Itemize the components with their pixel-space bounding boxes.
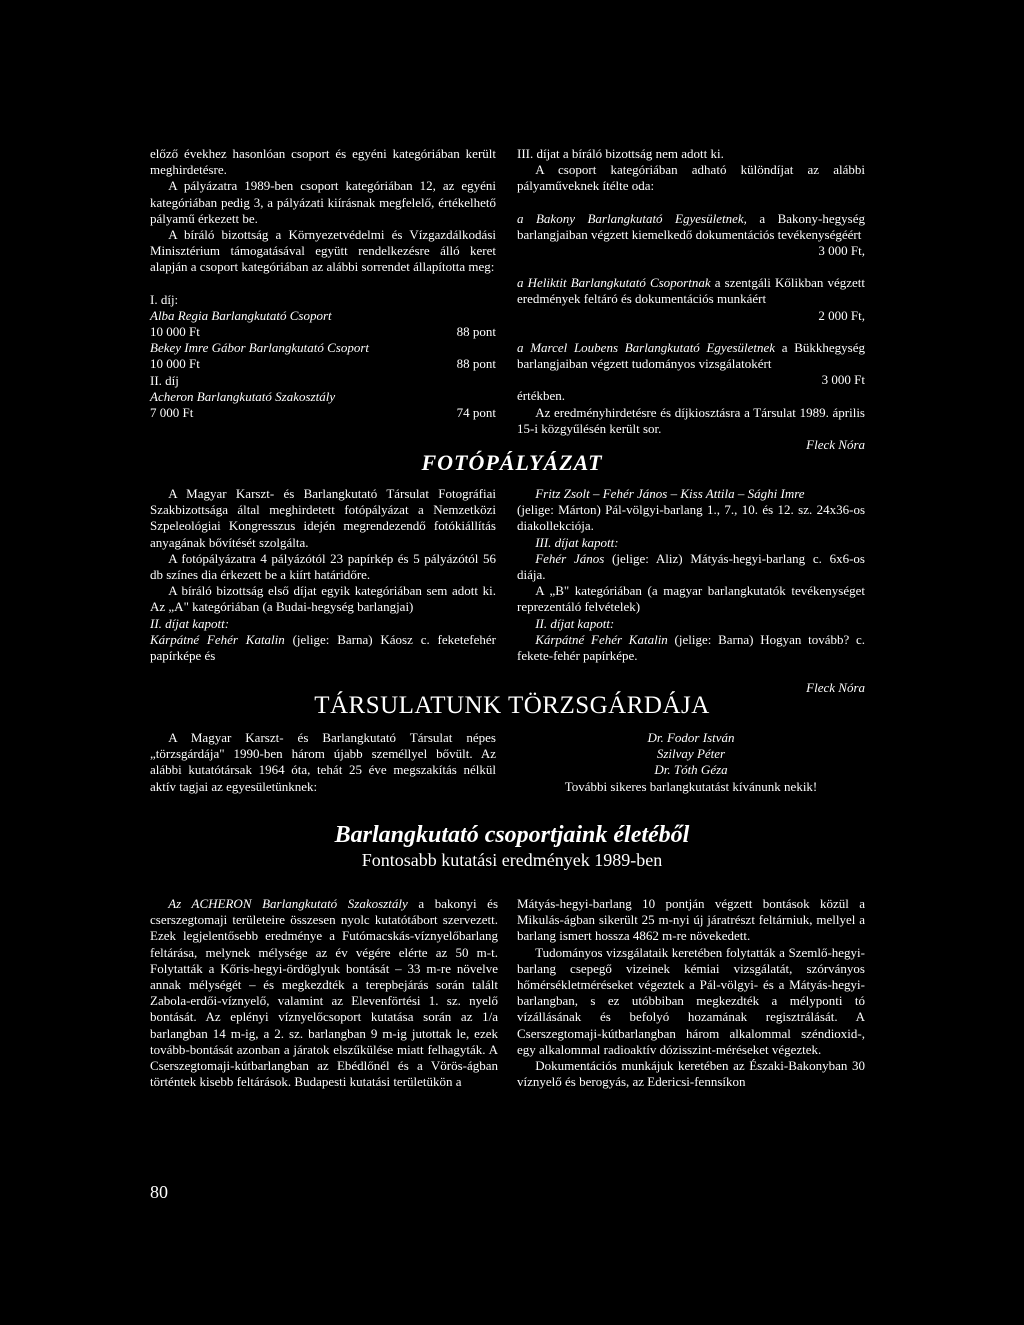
winner-entry (150, 632, 496, 664)
prize-label: III. díjat kapott: (535, 534, 619, 550)
special-prize-amount: 3 000 Ft, (818, 243, 865, 259)
paragraph: A csoport kategóriában adható különdíjat az alábbi pályaműveknek ítélte oda: (517, 162, 865, 194)
special-prize (517, 275, 865, 307)
winner-points: 74 pont (456, 405, 496, 421)
winner-name: Kárpátné Fehér Katalin (150, 631, 285, 647)
paragraph: A bíráló bizottság első díjat egyik kategóriában sem adott ki. Az „A" kategóriában (a Budai-hegység barlangjai) (150, 583, 496, 615)
winner-row (150, 324, 496, 340)
member-name: Dr. Tóth Géza (654, 762, 728, 778)
signature: Fleck Nóra (806, 437, 865, 453)
special-prize (517, 340, 865, 372)
torzsgarda-right-column (517, 730, 865, 795)
signature: Fleck Nóra (806, 680, 865, 696)
prize-label: I. díj: (150, 291, 179, 307)
paragraph: A Magyar Karszt- és Barlangkutató Társulat Fotográfiai Szakbizottsága által meghirdetett fotópályázat a Nemzetközi Szpeleológiai Kongresszus idején megrendezendő fotókiállítás anyagának bővítését szolgálta. (150, 486, 496, 550)
csoportok-left-column (150, 896, 498, 1090)
winner-amount: 10 000 Ft (150, 324, 200, 340)
top-left-column (150, 146, 496, 421)
winner-text: (jelige: Barna) Hogyan tovább? c. fekete-fehér papírképe. (517, 631, 865, 664)
special-prize-name: a Marcel Loubens Barlangkutató Egyesületnek (517, 339, 776, 355)
paragraph: A bíráló bizottság a Környezetvédelmi és Vízgazdálkodási Minisztérium támogatásával együtt rendelkezésre álló keret alapján a csoport kategóriában az alábbi sorrendet állapította meg: (150, 227, 496, 275)
paragraph: A fotópályázatra 4 pályázótól 23 papírkép és 5 pályázótól 56 db színes dia érkezett be a kiírt határidőre. (150, 550, 496, 583)
paragraph: Mátyás-hegyi-barlang 10 pontján végzett bontások közül a Mikulás-ágban sikerült 25 m-nyi új járatrészt feltárniuk, mellyel a barlang ismert hossza 4862 m-re növekedett. (517, 896, 865, 944)
paragraph (150, 896, 498, 1090)
paragraph: A Magyar Karszt- és Barlangkutató Társulat népes „törzsgárdája" 1990-ben három újabb személlyel bővült. Az alábbi kutatótársak 1964 óta, tehát 25 éve megszakítás nélkül aktív tagjai az egyesületünknek: (150, 730, 496, 794)
winner-name: Acheron Barlangkutató Szakosztály (150, 388, 336, 404)
special-prize-amount: 2 000 Ft, (818, 307, 865, 323)
paragraph: Tudományos vizsgálataik keretében folytatták a Szemlő-hegyi-barlang csepegő vizeinek kémiai vizsgálatát, szórványos hőmérsékletméréseket végeztek a Pál-völgyi- és a Mátyás-hegyi-barlangban, s ez utóbbiban megkezdték a mélyponti tó vízállásának és befolyó hozamának regisztrálását. A Cserszegtomaji-kútbarlangban három alkalommal széndioxid-, egy alkalommal radioaktív dózisszint-méréseket végeztek. (517, 944, 865, 1057)
winner-entry (517, 632, 865, 664)
paragraph: A „B" kategóriában (a magyar barlangkutatók tevékenységet reprezentáló felvételek) (517, 583, 865, 615)
winner-name: Fehér János (535, 550, 605, 566)
winner-row (150, 356, 496, 372)
torzsgarda-left-column (150, 730, 496, 795)
winner-amount: 7 000 Ft (150, 405, 194, 421)
winner-name: Bekey Imre Gábor Barlangkutató Csoport (150, 340, 370, 356)
paragraph: Az eredményhirdetésre és díjkiosztásra a Társulat 1989. április 15-i közgyűlésén került sor. (517, 404, 865, 436)
special-prize-amount: 3 000 Ft (821, 372, 865, 388)
winner-text: (jelige: Aliz) Mátyás-hegyi-barlang c. 6x6-os diája. (517, 550, 865, 583)
csoportok-title: Barlangkutató csoportjaink életéből (334, 822, 690, 848)
torzsgarda-title: TÁRSULATUNK TÖRZSGÁRDÁJA (314, 692, 710, 719)
page-number: 80 (150, 1182, 168, 1202)
prize-label: II. díjat kapott: (535, 615, 615, 631)
winner-names: Fritz Zsolt – Fehér János – Kiss Attila – Sághi Imre (535, 486, 805, 501)
closing-line: További sikeres barlangkutatást kívánunk nekik! (564, 778, 818, 794)
winner-amount: 10 000 Ft (150, 356, 200, 372)
winner-entry (517, 551, 865, 583)
csoportok-right-column (517, 896, 865, 1090)
paragraph: (jelige: Márton) Pál-völgyi-barlang 1., 7., 10. és 12. sz. 24x36-os diakollekciója. (517, 502, 865, 534)
fotopalyazat-title: FOTÓPÁLYÁZAT (421, 450, 603, 475)
special-prize-text: a szentgáli Kőlikban végzett eredmények feltáró és dokumentációs munkáért (517, 275, 866, 307)
group-text: a bakonyi és cserszegtomaji területeire összesen nyolc kutatótábort szervezett. Ezek legjelentősebb eredménye a Futómacskás-víznyelőbarlang feltárása, melynek mélysége az év végére elérte az 50 m-t. Folytatták a Kőris-hegyi-ördöglyuk bontását – 33 m-re növelve annak mélységét – és megkezdték a terepbejárás során talált Zabola-erdői-víznyelő, valamint az Elevenförtési 1. sz. nyelő bontását. Az eplényi víznyelőcsoport kutatása során az 1/a barlangban 14 m-ig, a 2. sz. barlangban 9 m-ig jutottak le, ezek tovább-bontását azonban a járatok elszűkülése miatt felhagyták. A Cserszegtomaji-kútbarlangban az Ebédlőnél és a Vörös-ágban történtek kisebb feltárások. Budapesti kutatási területükön a (150, 896, 498, 1090)
winner-text: (jelige: Barna) Káosz c. feketefehér papírképe és (150, 631, 496, 664)
paragraph: Dokumentációs munkájuk keretében az Északi-Bakonyban 30 víznyelő és berogyás, az Edericsi-fennsíkon (517, 1058, 865, 1090)
prize-label: II. díj (150, 372, 179, 388)
winner-points: 88 pont (456, 324, 496, 340)
special-prize-text: a Bakony-hegység barlangjaiban végzett kiemelkedő dokumentációs tevékenységéért (517, 210, 865, 242)
winner-name: Kárpátné Fehér Katalin (535, 631, 668, 647)
paragraph: előző évekhez hasonlóan csoport és egyéni kategóriában került meghirdetésre. (150, 146, 496, 178)
paragraph: A pályázatra 1989-ben csoport kategóriában 12, az egyéni kategóriában pedig 3, a pályázati kiírásnak megfelelő, értékelhető pályamű érkezett be. (150, 178, 496, 226)
special-prize-name: a Bakony Barlangkutató Egyesületnek, (517, 210, 747, 226)
winner-name: Alba Regia Barlangkutató Csoport (150, 307, 332, 323)
prize-label: II. díjat kapott: (150, 615, 230, 631)
winner-row (150, 405, 496, 421)
top-right-column (517, 146, 865, 453)
winner-points: 88 pont (456, 356, 496, 372)
paragraph: III. díjat a bíráló bizottság nem adott ki. (517, 146, 724, 161)
member-name: Szilvay Péter (656, 746, 726, 762)
csoportok-subtitle: Fontosabb kutatási eredmények 1989-ben (361, 850, 663, 870)
special-prize-name: a Heliktit Barlangkutató Csoportnak (517, 275, 711, 291)
group-name: Az ACHERON Barlangkutató Szakosztály (168, 896, 408, 911)
special-prize (517, 211, 865, 243)
foto-right-column (517, 486, 865, 696)
special-prize-tail: értékben. (517, 388, 566, 404)
foto-left-column (150, 486, 496, 664)
member-name: Dr. Fodor István (647, 730, 735, 745)
special-prize-text: a Bükkhegység barlangjaiban végzett tudományos vizsgálatokért (517, 339, 866, 372)
